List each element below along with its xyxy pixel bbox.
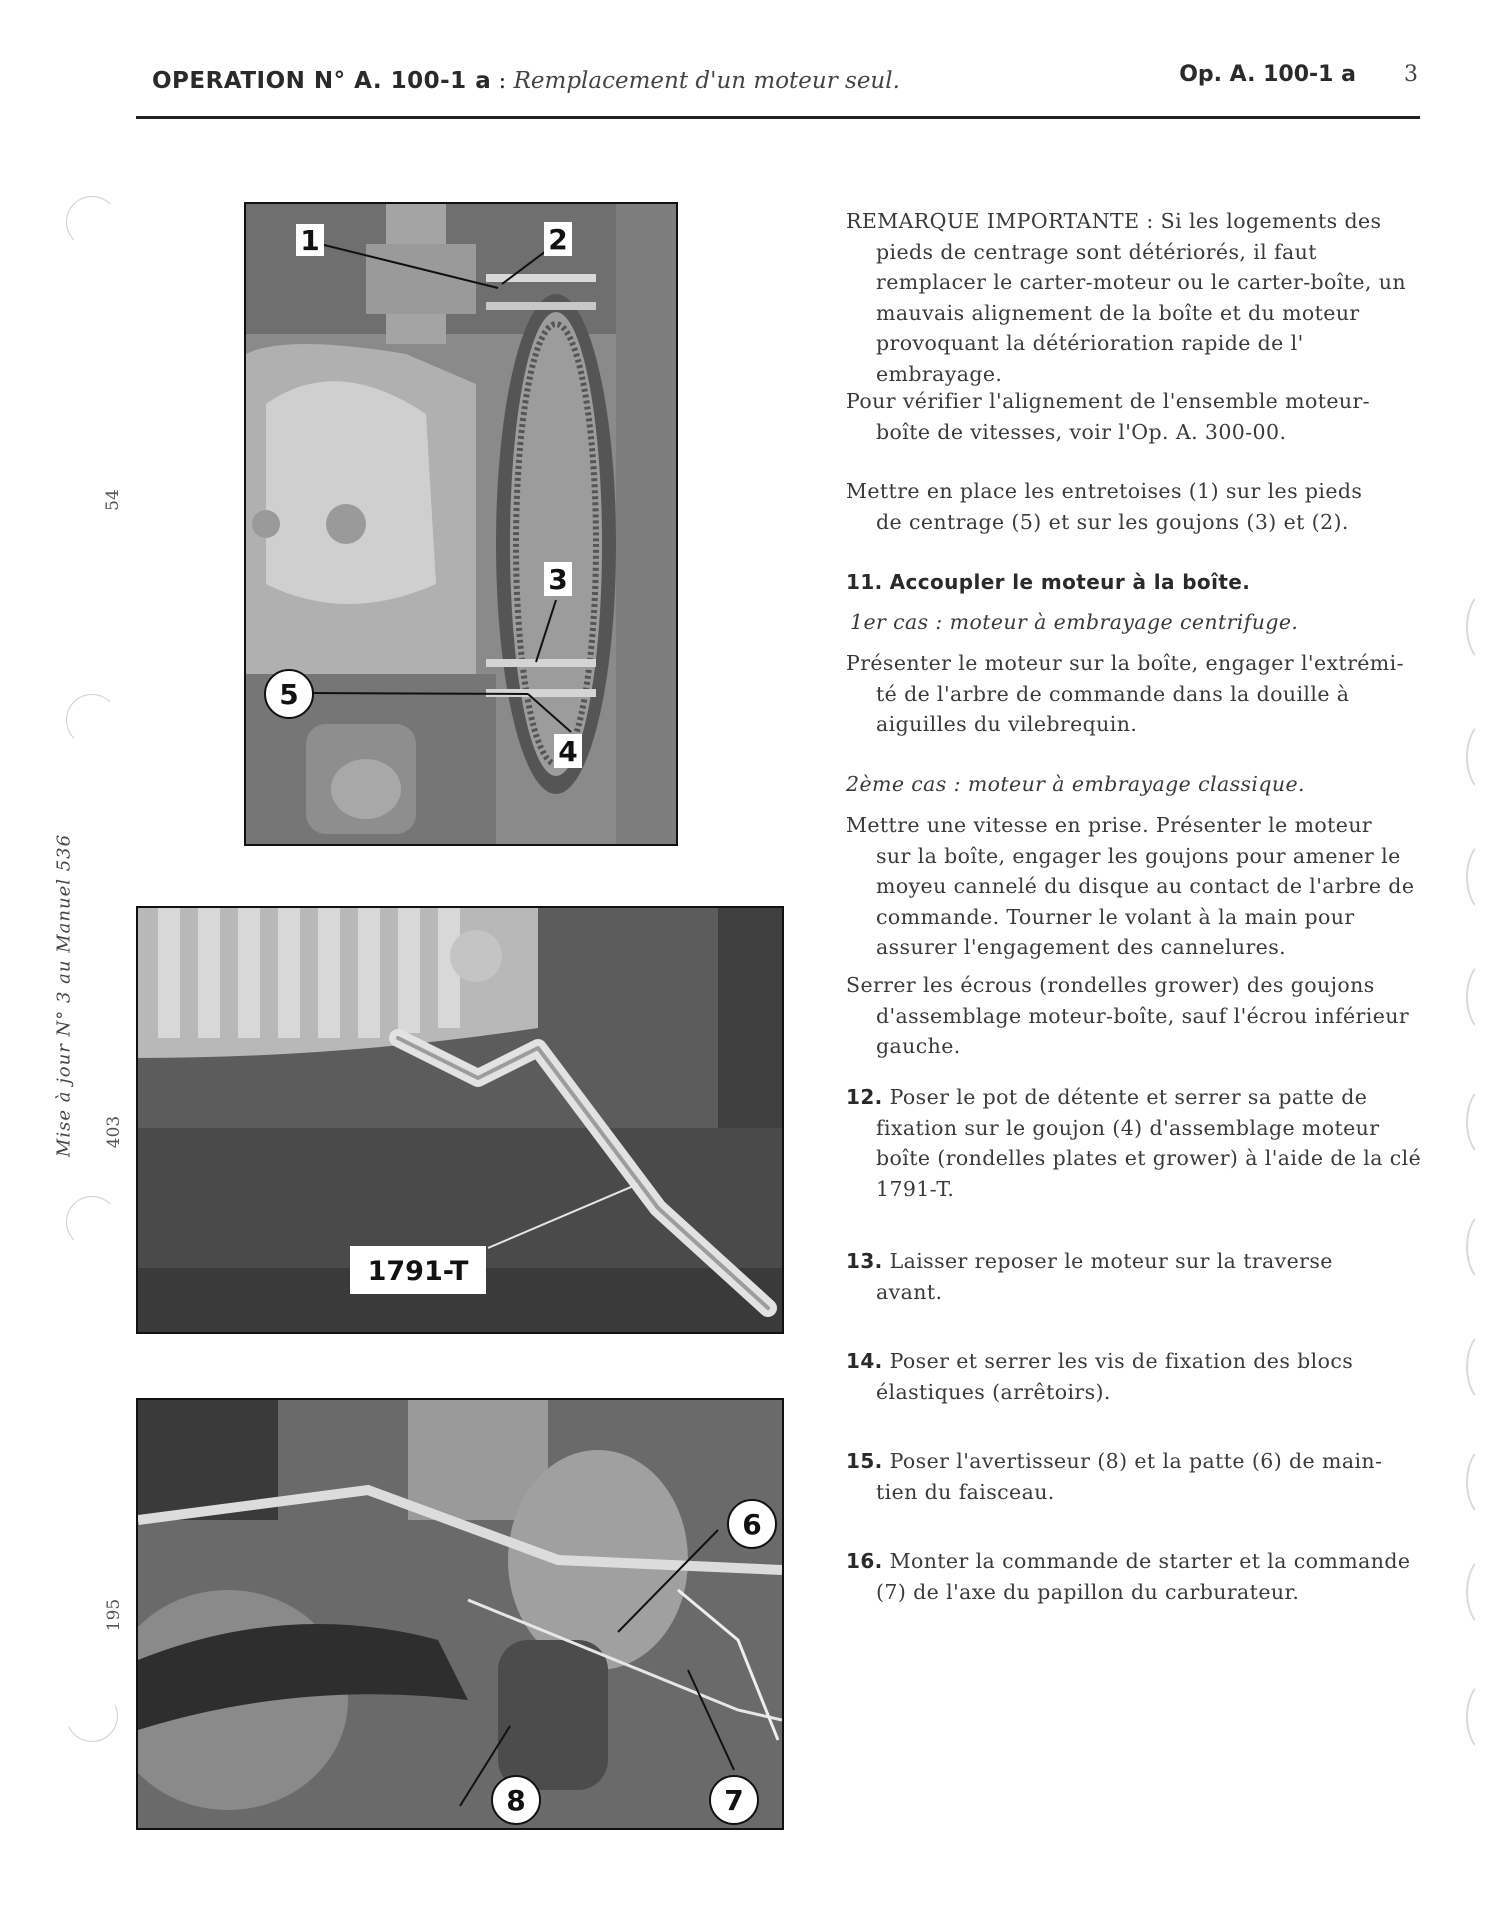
tighten-nuts-instruction bbox=[846, 970, 1426, 1062]
step-15-first-line: Poser l'avertisseur (8) et la patte (6) de main- bbox=[889, 1449, 1383, 1473]
case-1-body: té de l'arbre de commande dans la douille à aiguilles du vilebrequin. bbox=[876, 681, 1350, 736]
callout-7: 7 bbox=[724, 1784, 744, 1817]
callout-1: 1 bbox=[300, 224, 320, 257]
step-15-number: 15. bbox=[846, 1449, 883, 1473]
tighten-first-line: Serrer les écrous (rondelles grower) des goujons bbox=[846, 973, 1375, 997]
right-ring-1 bbox=[1466, 590, 1500, 664]
alignment-body: boîte de vitesses, voir l'Op. A. 300-00. bbox=[876, 419, 1287, 444]
step-12-body: fixation sur le goujon (4) d'assemblage moteur boîte (rondelles plates et grower) à l'aide de la clé 1791-T. bbox=[876, 1115, 1422, 1201]
callout-2: 2 bbox=[548, 223, 568, 256]
callout-6: 6 bbox=[742, 1508, 762, 1541]
figure-engine-centering bbox=[244, 202, 678, 846]
step-11-title: Accoupler le moteur à la boîte. bbox=[889, 570, 1251, 594]
step-16-body: (7) de l'axe du papillon du carburateur. bbox=[876, 1579, 1300, 1604]
remarque-body: pieds de centrage sont détériorés, il faut remplacer le carter-moteur ou le carter-boîte, un mauvais alignement de la boîte et du moteur provoquant la détérioration rapide de l' embrayage. bbox=[876, 239, 1406, 386]
header-reference bbox=[1179, 62, 1418, 87]
binder-hole-lower bbox=[66, 1196, 118, 1248]
step-14-number: 14. bbox=[846, 1349, 883, 1373]
case-2-instructions bbox=[846, 810, 1426, 963]
step-15 bbox=[846, 1446, 1426, 1507]
alignment-check bbox=[846, 386, 1426, 447]
manual-update-note: Mise à jour N° 3 au Manuel 536 bbox=[53, 833, 75, 1158]
right-ring-6 bbox=[1466, 1210, 1500, 1284]
right-ring-10 bbox=[1466, 1680, 1500, 1754]
right-ring-7 bbox=[1466, 1330, 1500, 1404]
remarque-first-line: REMARQUE IMPORTANTE : Si les logements des bbox=[846, 209, 1382, 233]
remarque-importante bbox=[846, 206, 1426, 389]
callout-4: 4 bbox=[558, 735, 578, 768]
step-13-body: avant. bbox=[876, 1279, 943, 1304]
step-12-first-line: Poser le pot de détente et serrer sa patte de bbox=[889, 1085, 1368, 1109]
callout-8: 8 bbox=[506, 1784, 526, 1817]
step-12-number: 12. bbox=[846, 1085, 883, 1109]
case-2-body: sur la boîte, engager les goujons pour amener le moyeu cannelé du disque au contact de l'arbre de commande. Tourner le volant à la main pour assurer l'engagement des cannelures. bbox=[876, 843, 1415, 959]
step-14-first-line: Poser et serrer les vis de fixation des blocs bbox=[889, 1349, 1354, 1373]
page-number: 3 bbox=[1404, 62, 1418, 87]
right-ring-5 bbox=[1466, 1085, 1500, 1159]
step-16 bbox=[846, 1546, 1426, 1607]
binder-hole-top bbox=[66, 196, 118, 248]
figure-carburetor-controls bbox=[136, 1398, 784, 1830]
spacers-instruction bbox=[846, 476, 1426, 537]
callout-5: 5 bbox=[279, 678, 299, 711]
header-rule bbox=[136, 116, 1420, 119]
figure-tool-1791t bbox=[136, 906, 784, 1334]
operation-subtitle: Remplacement d'un moteur seul. bbox=[513, 68, 900, 94]
binder-hole-middle bbox=[66, 694, 118, 746]
spacers-first-line: Mettre en place les entretoises (1) sur les pieds bbox=[846, 479, 1363, 503]
binder-hole-bottom bbox=[59, 1683, 126, 1750]
step-14-body: élastiques (arrêtoirs). bbox=[876, 1379, 1111, 1404]
right-ring-3 bbox=[1466, 840, 1500, 914]
alignment-first-line: Pour vérifier l'alignement de l'ensemble moteur- bbox=[846, 389, 1370, 413]
right-ring-9 bbox=[1466, 1555, 1500, 1629]
margin-number-403: 403 bbox=[104, 1115, 125, 1149]
step-13 bbox=[846, 1246, 1426, 1307]
tighten-body: d'assemblage moteur-boîte, sauf l'écrou inférieur gauche. bbox=[876, 1003, 1410, 1058]
operation-reference: Op. A. 100-1 a bbox=[1179, 62, 1356, 87]
step-12 bbox=[846, 1082, 1426, 1204]
step-14 bbox=[846, 1346, 1426, 1407]
tool-label: 1791-T bbox=[367, 1256, 469, 1287]
case-1-label: 1er cas : moteur à embrayage centrifuge. bbox=[850, 610, 1299, 634]
step-13-number: 13. bbox=[846, 1249, 883, 1273]
spacers-body: de centrage (5) et sur les goujons (3) et (2). bbox=[876, 509, 1349, 534]
step-16-number: 16. bbox=[846, 1549, 883, 1573]
operation-number: OPERATION N° A. 100-1 a bbox=[152, 68, 492, 94]
header-title bbox=[152, 68, 900, 94]
step-11-heading bbox=[846, 567, 1426, 598]
case-2-label: 2ème cas : moteur à embrayage classique. bbox=[846, 772, 1305, 796]
right-ring-2 bbox=[1466, 720, 1500, 794]
header-separator: : bbox=[491, 68, 514, 94]
step-16-first-line: Monter la commande de starter et la commande bbox=[889, 1549, 1411, 1573]
callout-3: 3 bbox=[548, 563, 568, 596]
step-15-body: tien du faisceau. bbox=[876, 1479, 1055, 1504]
case-2-first-line: Mettre une vitesse en prise. Présenter le moteur bbox=[846, 813, 1373, 837]
right-ring-4 bbox=[1466, 960, 1500, 1034]
margin-number-195: 195 bbox=[104, 1598, 125, 1632]
right-ring-8 bbox=[1466, 1445, 1500, 1519]
case-1-first-line: Présenter le moteur sur la boîte, engager l'extrémi- bbox=[846, 651, 1404, 675]
margin-number-54: 54 bbox=[102, 489, 123, 511]
step-13-first-line: Laisser reposer le moteur sur la traverse bbox=[889, 1249, 1333, 1273]
step-11-number: 11. bbox=[846, 570, 883, 594]
case-1-instructions bbox=[846, 648, 1426, 740]
